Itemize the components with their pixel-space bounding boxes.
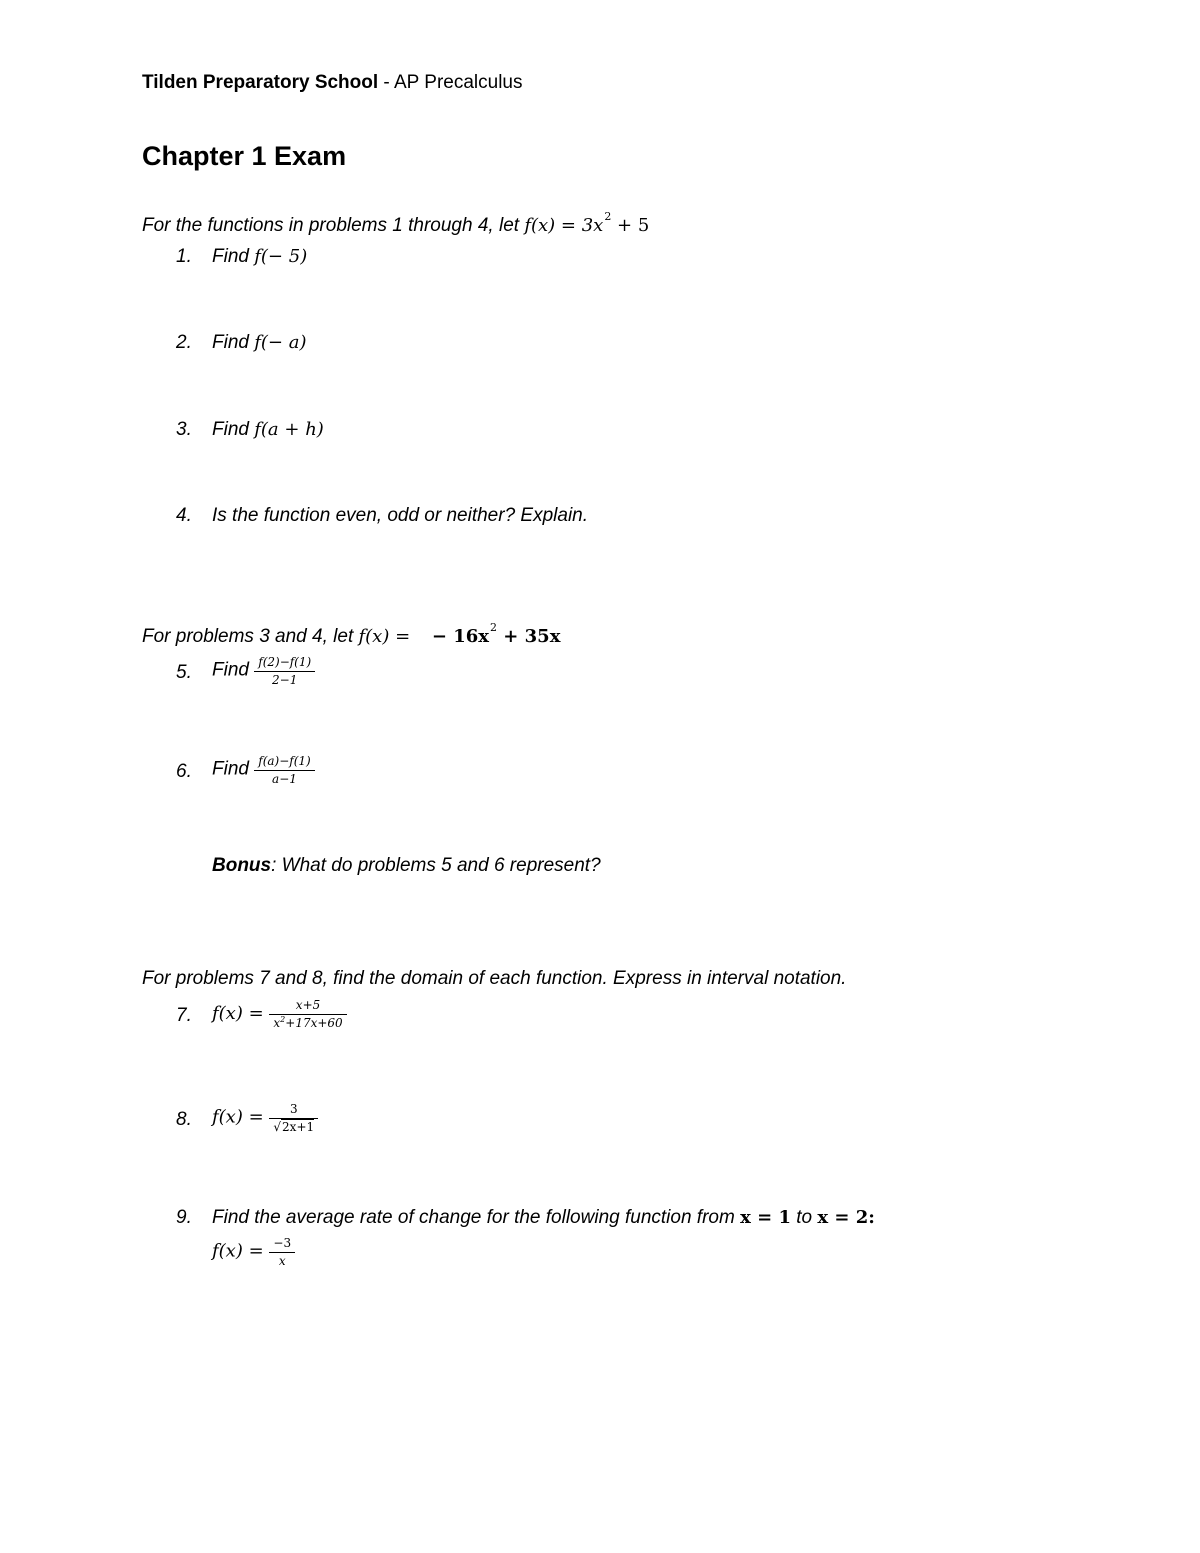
problem-fraction: [254, 754, 314, 787]
problem-2: [176, 332, 192, 354]
section2-intro: [142, 621, 561, 648]
problem-1-body: [212, 246, 307, 268]
section1-intro: [142, 210, 650, 237]
problem-8: [176, 1109, 192, 1131]
problem-number: 3.: [176, 419, 192, 440]
bonus-text: : What do problems 5 and 6 represent?: [271, 855, 601, 876]
problem-math: f(− a): [254, 332, 307, 353]
bonus-question: [212, 855, 601, 877]
problem-5-body: [212, 655, 315, 688]
section2-function-exp: 2: [490, 621, 498, 634]
school-name: Tilden Preparatory School: [142, 72, 379, 93]
problem-text: Find: [212, 758, 255, 780]
problem-text-b: to: [790, 1207, 818, 1228]
problem-6: [176, 761, 192, 783]
fraction-denominator: x: [278, 1254, 286, 1268]
section3-intro-text: For problems 7 and 8, find the domain of each function. Express in interval notation.: [142, 968, 847, 989]
problem-number: 7.: [176, 1005, 192, 1026]
problem-text: Is the function even, odd or neither? Explain.: [212, 505, 589, 526]
problem-number: 6.: [176, 761, 192, 782]
section1-function-exp: 2: [604, 210, 612, 223]
section2-function-rhs: + 35x: [497, 626, 561, 647]
problem-number: 2.: [176, 332, 192, 353]
section2-intro-text: For problems 3 and 4, let: [142, 626, 359, 647]
denominator-post: +17x+60: [285, 1016, 343, 1030]
problem-lhs: f(x) =: [212, 1106, 270, 1128]
fraction-numerator: 3: [269, 1102, 318, 1119]
section1-function-rhs: + 5: [611, 215, 650, 236]
problem-7-body: [212, 998, 347, 1032]
problem-lhs: f(x) =: [212, 1003, 270, 1025]
problem-fraction: [254, 655, 315, 688]
problem-math-b: x = 2:: [817, 1207, 875, 1228]
section1-function-lhs: f(x) = 3x: [524, 215, 604, 236]
section2-function-lhs: f(x) =: [358, 626, 416, 647]
problem-5: [176, 662, 192, 684]
fraction-denominator: [269, 1119, 318, 1135]
problem-fraction: [269, 1236, 295, 1269]
course-name: AP Precalculus: [394, 72, 523, 93]
bonus-label: Bonus: [212, 855, 272, 876]
problem-3: [176, 419, 192, 441]
problem-math: f(a + h): [254, 419, 324, 440]
fraction-denominator: [269, 1015, 346, 1032]
fraction-numerator: f(a)−f(1): [254, 754, 314, 771]
problem-6-body: [212, 754, 315, 787]
problem-9-function: [212, 1236, 295, 1269]
problem-lhs: f(x) =: [212, 1240, 270, 1262]
problem-9-body: [212, 1207, 875, 1229]
problem-fraction: [269, 998, 346, 1032]
problem-text: Find: [212, 246, 255, 267]
denominator-pre: x: [273, 1016, 281, 1030]
problem-2-body: [212, 332, 307, 354]
problem-9: [176, 1207, 192, 1229]
fraction-denominator: 2−1: [272, 673, 298, 687]
root-radicand: 2x+1: [282, 1120, 315, 1134]
problem-3-body: [212, 419, 324, 441]
fraction-numerator: −3: [269, 1236, 295, 1253]
page-header: [142, 72, 523, 94]
fraction-numerator: f(2)−f(1): [254, 655, 315, 672]
fraction-numerator: x+5: [269, 998, 346, 1015]
fraction-denominator: a−1: [272, 772, 297, 786]
problem-number: 9.: [176, 1207, 192, 1228]
section3-intro: [142, 968, 846, 990]
problem-4-body: [212, 505, 588, 527]
root-sign: √: [273, 1120, 282, 1134]
problem-math: f(− 5): [254, 246, 308, 267]
problem-number: 8.: [176, 1109, 192, 1130]
page-title: Chapter 1 Exam: [142, 141, 347, 171]
problem-4: [176, 505, 192, 527]
section1-intro-text: For the functions in problems 1 through 4, let: [142, 215, 525, 236]
header-separator: -: [378, 72, 394, 93]
problem-number: 1.: [176, 246, 192, 267]
problem-text: Find: [212, 332, 255, 353]
problem-8-body: [212, 1102, 318, 1135]
problem-text: Find: [212, 659, 255, 681]
problem-text: Find: [212, 419, 255, 440]
problem-7: [176, 1005, 192, 1027]
problem-text-a: Find the average rate of change for the following function from: [212, 1207, 741, 1228]
problem-number: 4.: [176, 505, 192, 526]
section2-function-main: − 16x: [431, 626, 490, 647]
problem-fraction: [269, 1102, 318, 1135]
denominator-exp: 2: [280, 1015, 286, 1024]
problem-number: 5.: [176, 662, 192, 683]
problem-1: [176, 246, 192, 268]
problem-math-a: x = 1: [740, 1207, 791, 1228]
